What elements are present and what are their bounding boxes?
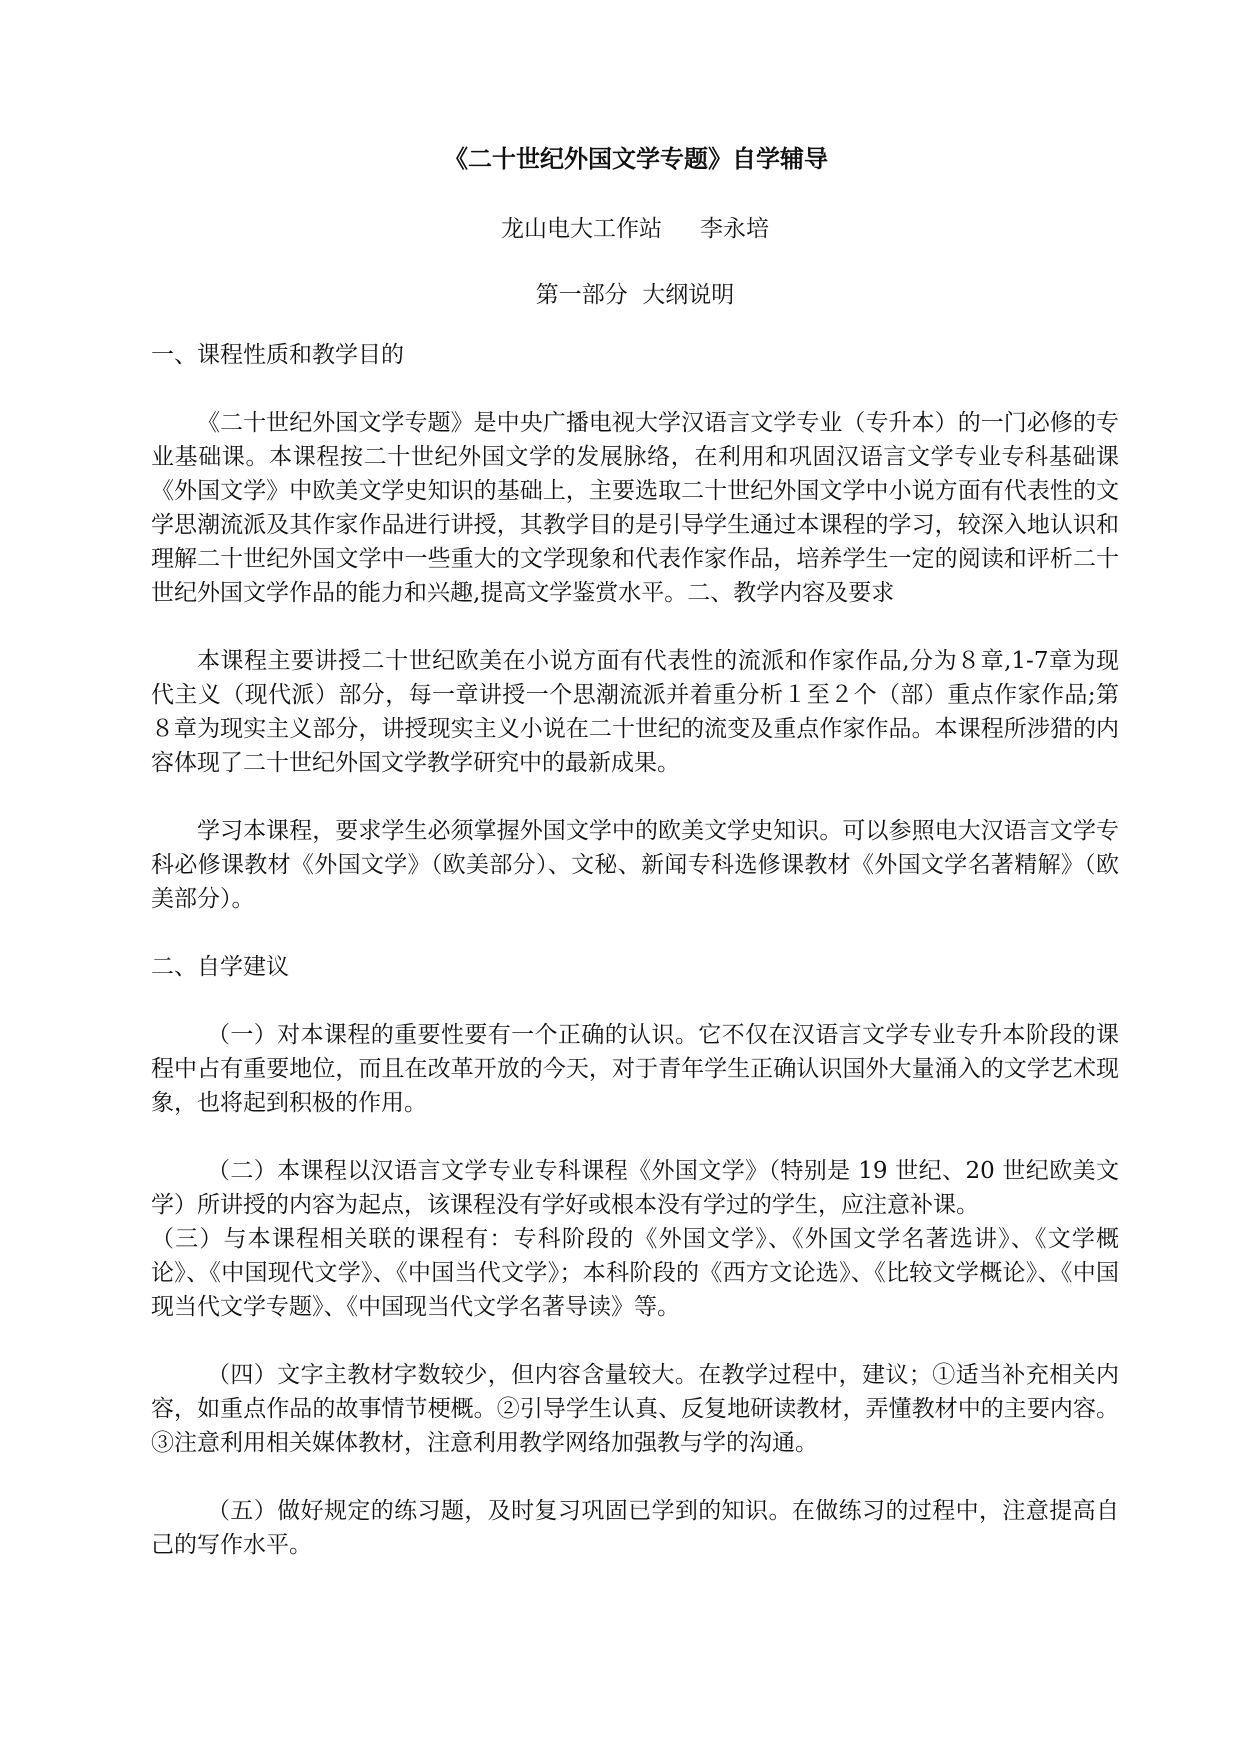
section-heading-1: 一、课程性质和教学目的 (151, 342, 404, 368)
document-page (151, 142, 1119, 1562)
author-line (151, 212, 1119, 246)
paragraph-course-content: 本课程主要讲授二十世纪欧美在小说方面有代表性的流派和作家作品,分为８章,1-7章为现代主义（现代派）部分，每一章讲授一个思潮流派并着重分析１至２个（部）重点作家作品;第８章为现实主义部分，讲授现实主义小说在二十世纪的流变及重点作家作品。本课程所涉猎的内容体现了二十世纪外国文学教学研究中的最新成果。 (151, 648, 1119, 776)
paragraph-course-nature: 《二十世纪外国文学专题》是中央广播电视大学汉语言文学专业（专升本）的一门必修的专业基础课。本课程按二十世纪外国文学的发展脉络，在利用和巩固汉语言文学专业专科基础课《外国文学》中欧美文学史知识的基础上，主要选取二十世纪外国文学中小说方面有代表性的文学思潮流派及其作家作品进行讲授，其教学目的是引导学生通过本课程的学习，较深入地认识和理解二十世纪外国文学中一些重大的文学现象和代表作家作品，培养学生一定的阅读和评析二十世纪外国文学作品的能力和兴趣,提高文学鉴赏水平。二、教学内容及要求 (151, 410, 1119, 606)
paragraph-advice-2: （二）本课程以汉语言文学专业专科课程《外国文学》（特别是 19 世纪、20 世纪欧美文学）所讲授的内容为起点，该课程没有学好或根本没有学过的学生，应注意补课。 (151, 1158, 1119, 1218)
author-unit: 龙山电大工作站 (501, 216, 662, 242)
author-name: 李永培 (700, 216, 769, 242)
paragraph-advice-1: （一）对本课程的重要性要有一个正确的认识。它不仅在汉语言文学专业专升本阶段的课程中占有重要地位，而且在改革开放的今天，对于青年学生正确认识国外大量涌入的文学艺术现象，也将起到积极的作用。 (151, 1022, 1119, 1116)
paragraph-course-requirement: 学习本课程，要求学生必须掌握外国文学中的欧美文学史知识。可以参照电大汉语言文学专科必修课教材《外国文学》（欧美部分）、文秘、新闻专科选修课教材《外国文学名著精解》（欧美部分）。 (151, 818, 1119, 912)
paragraph-advice-5: （五）做好规定的练习题，及时复习巩固已学到的知识。在做练习的过程中，注意提高自己的写作水平。 (151, 1498, 1119, 1558)
part-title: 第一部分 大纲说明 (535, 282, 735, 308)
section-heading-2: 二、自学建议 (151, 954, 289, 980)
paragraph-advice-4: （四）文字主教材字数较少，但内容含量较大。在教学过程中，建议；①适当补充相关内容，如重点作品的故事情节梗概。②引导学生认真、反复地研读教材，弄懂教材中的主要内容。③注意利用相关媒体教材，注意利用教学网络加强教与学的沟通。 (151, 1362, 1119, 1456)
document-title: 《二十世纪外国文学专题》自学辅导 (444, 144, 828, 173)
paragraph-advice-3: （三）与本课程相关联的课程有：专科阶段的《外国文学》、《外国文学名著选讲》、《文学概论》、《中国现代文学》、《中国当代文学》；本科阶段的《西方文论选》、《比较文学概论》、《中国现当代文学专题》、《中国现当代文学名著导读》等。 (151, 1226, 1119, 1320)
